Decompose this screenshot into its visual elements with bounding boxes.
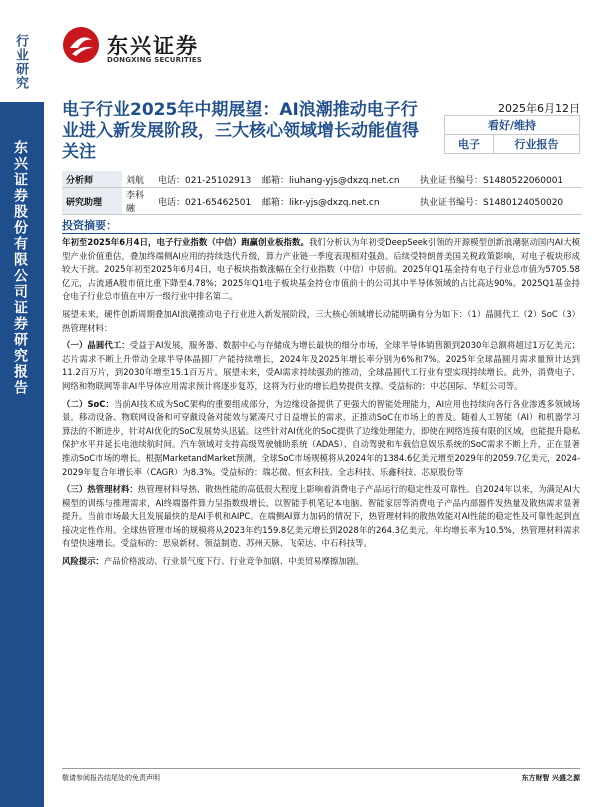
logo-mark-icon xyxy=(62,26,100,64)
analyst-table xyxy=(62,171,582,215)
industry-label: 电子 xyxy=(445,135,494,154)
summary-paragraph xyxy=(62,398,580,480)
sidebar xyxy=(0,0,44,807)
analyst-email[interactable]: 邮箱：liuhang-yjs@dxzq.net.cn xyxy=(262,175,400,186)
paragraph-text: 展望未来，硬件创新周期叠加AI浪潮推动电子行业进入新发展阶段，三大核心领域增长动能明确有分为如下：（1）晶圆代工（2）SoC（3）热管理材料： xyxy=(62,308,580,333)
summary-paragraph xyxy=(62,308,580,335)
paragraph-text: 受益于AI发展，服务器、数据中心与存储成为增长最快的细分市场，全球半导体销售额到2030年总额将超过1万亿美元；芯片需求不断上升带动全球半导体晶圆厂产能持续增长，2024年及2025年增长率分别为6%和7%。2025年全球晶圆月需求量预计达到11.2百万片，到2030年增至15.1百万片。展望未来，受AI需求持续强劲的推动，全球晶圆代工行业有望实现持续增长。此外，消费电子、网络和物联网等非AI半导体应用需求预计将逐步复苏，这将为行业的增长趋势提供支撑。受益标的：中芯国际、华虹公司等。 xyxy=(62,340,581,391)
sidebar-band-label: 东兴证券股份有限公司证券研究报告 xyxy=(12,140,28,396)
paragraph-lead: 风险提示： xyxy=(62,556,104,567)
footer-disclaimer[interactable]: 敬请参阅报告结尾处的免责声明 xyxy=(62,774,160,782)
report-title: 电子行业2025年中期展望：AI浪潮推动电子行业进入新发展阶段，三大核心领域增长动能值得关注 xyxy=(62,100,419,162)
summary-heading: 投资摘要： xyxy=(62,217,580,234)
analyst-cert: 执业证书编号：S1480124050020 xyxy=(420,197,564,208)
sidebar-top-label: 行业研究 xyxy=(13,34,28,90)
analyst-row xyxy=(62,171,582,188)
rating-label: 看好/维持 xyxy=(445,116,580,135)
paragraph-lead: （三）热管理材料： xyxy=(62,484,138,495)
analyst-phone: 电话：021-65462501 xyxy=(158,197,252,208)
paragraph-text: 热管理材料导热、散热性能的高低很大程度上影响着消费电子产品运行的稳定性及可靠性。自2024年以来，为满足AI大模型的训练与推理需求，AI终端器件算力呈指数级增长，以智能手机笔记本电脑、智能家居等消费电子产品内部器件发热量及散热需求显著提升。当前市场最大且发展最快的是AI手机和AIPC。在端侧AI算力加码的情况下，热管理材料的散热效能对AI性能的稳定性及可靠性起到直接决定性作用。全球热管理市场的规模将从2023年约159.8亿美元增长到2028年的264.3亿美元，年均增长率为10.5%，热管理材料需求有望快速增长。受益标的：思泉新材、领益制造、苏州天脉、飞荣达、中石科技等。 xyxy=(62,484,580,549)
analyst-name: 李科融 xyxy=(126,191,145,214)
risk-paragraph xyxy=(62,555,580,569)
footer-slogan: 东方财智 兴盛之源 xyxy=(521,774,580,782)
summary-paragraph xyxy=(62,483,580,551)
paragraph-text: 当前AI技术成为SoC架构的重要组成部分，为边缘设备提供了更强大的智能处理能力，AI应用也持续向各行各业渗透多领域场景。移动设备、物联网设备和可穿戴设备对能效与紧凑尺寸日益增长的需求，正推动SoC在市场上的普及。随着人工智能（AI）和机器学习算法的不断进步，针对AI优化的SoC发展势头迅猛。这些针对AI优化的SoC提供了边缘处理能力，即使在网络连接有限的区域，也能提升隐私保护水平并延长电池续航时间。汽车领域对支持高级驾驶辅助系统（ADAS）、自动驾驶和车载信息娱乐系统的SoC需求不断上升，正在显著推动SoC市场的增长。根据MarketandMarket预测，全球SoC市场规模将从2024年的1384.6亿美元增至2029年的2059.7亿美元，2024-2029年复合年增长率（CAGR）为8.3%。受益标的：瑞芯微、恒玄科技、全志科技、乐鑫科技、芯原股份等 xyxy=(62,398,580,477)
rating-box xyxy=(444,115,580,154)
company-logo xyxy=(62,26,222,70)
analyst-email[interactable]: 邮箱：likr-yjs@dxzq.net.cn xyxy=(262,197,380,208)
sidebar-band xyxy=(0,102,44,807)
sidebar-top xyxy=(0,0,44,102)
analyst-cert: 执业证书编号：S1480522060001 xyxy=(420,175,564,186)
report-date: 2025年6月12日 xyxy=(498,102,580,115)
summary-paragraph xyxy=(62,339,580,393)
paragraph-lead: （二）SoC： xyxy=(62,398,115,409)
paragraph-text: 产品价格波动、行业景气度下行、行业竞争加剧、中美贸易摩擦加剧。 xyxy=(103,556,364,567)
analyst-role: 分析师 xyxy=(62,171,122,188)
summary-paragraph xyxy=(62,236,580,304)
analyst-name: 刘航 xyxy=(126,175,145,186)
analyst-role: 研究助理 xyxy=(62,188,122,215)
page-footer xyxy=(62,768,580,782)
logo-cn: 东兴证券 xyxy=(107,34,199,58)
paragraph-text: 我们分析认为年初受DeepSeek引领的开源模型创新浪潮驱动国内AI大模型产业价值重估，叠加终端侧AI应用的持续迭代升级，算力产业链一季度表现相对强劲。后续受特朗普美国关税政策影响，对电子板块形成较大干扰。2025年初至2025年6月4日，电子板块指数涨幅在全行业指数（中信）中居前。2025年Q1基金持有电子行业总市值为5705.58亿元，占流通A股市值比重下降至4.78%；2025年Q1电子板块基金持仓市值前十的公司其中半导体领域的占比高达90%。2025Q1基金持仓电子行业总市值在申万一级行业中排名第二。 xyxy=(62,237,580,302)
analyst-row xyxy=(62,188,582,215)
analyst-phone: 电话：021-25102913 xyxy=(158,175,252,186)
report-type-label: 行业报告 xyxy=(493,135,579,154)
summary-body xyxy=(62,236,580,573)
logo-en: DONGXING SECURITIES xyxy=(107,56,203,64)
paragraph-lead: （一）晶圆代工： xyxy=(62,340,130,351)
paragraph-lead: 年初至2025年6月4日，电子行业指数（中信）跑赢创业板指数。 xyxy=(62,237,309,247)
